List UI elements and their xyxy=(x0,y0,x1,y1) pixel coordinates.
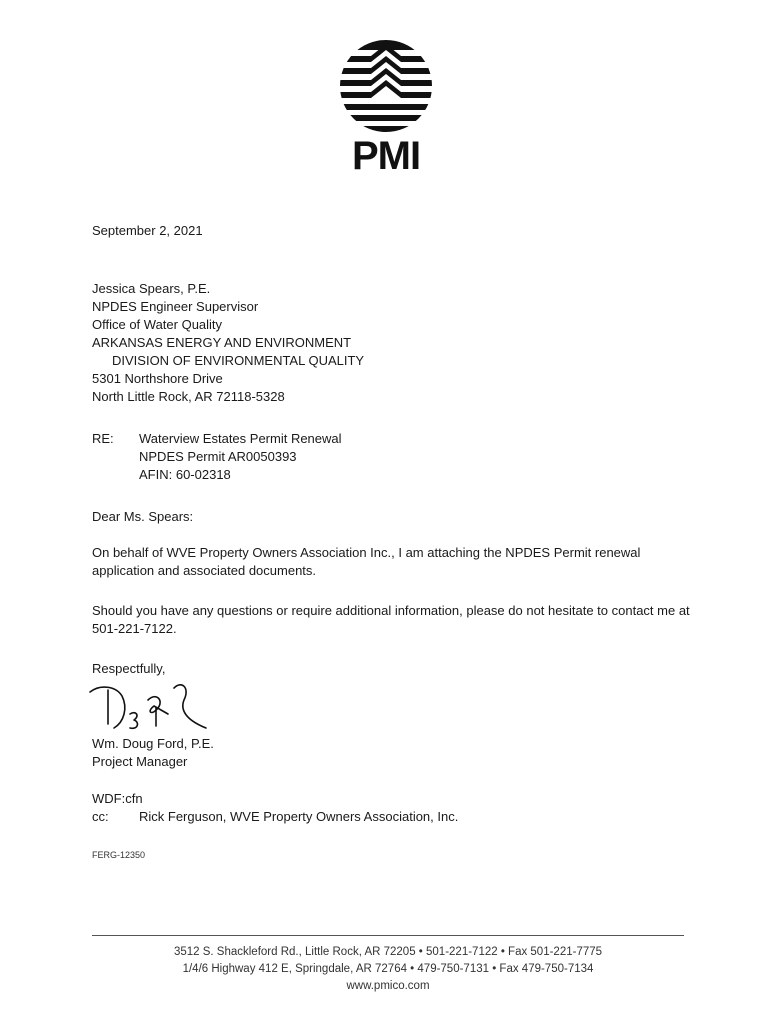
pmi-globe-icon xyxy=(336,36,436,136)
footer-address-2: 1/4/6 Highway 412 E, Springdale, AR 72764 • 479-750-7131 • Fax 479-750-7134 xyxy=(182,963,594,975)
subject-label: RE: xyxy=(92,431,114,446)
recipient-office: Office of Water Quality xyxy=(92,317,223,332)
footer-website: www.pmico.com xyxy=(346,980,430,992)
subject-block xyxy=(92,430,692,484)
signer-title: Project Manager xyxy=(92,754,188,769)
typist-initials: WDF:cfn xyxy=(92,791,143,806)
body-paragraph-1: On behalf of WVE Property Owners Association Inc., I am attaching the NPDES Permit renewal application and associated documents. xyxy=(92,545,641,578)
signer-block xyxy=(92,735,214,771)
subject-line-2: NPDES Permit AR0050393 xyxy=(139,449,297,464)
recipient-agency: ARKANSAS ENERGY AND ENVIRONMENT xyxy=(92,335,352,350)
recipient-name: Jessica Spears, P.E. xyxy=(92,281,211,296)
footer-divider xyxy=(92,935,684,936)
signer-name: Wm. Doug Ford, P.E. xyxy=(92,736,214,751)
body-paragraph-2: Should you have any questions or require additional information, please do not hesitate to contact me at 501-221-7122. xyxy=(92,603,690,636)
logo-wordmark: PMI xyxy=(351,134,421,178)
reference-block xyxy=(92,790,458,826)
closing: Respectfully, xyxy=(92,661,166,676)
cc-recipient: Rick Ferguson, WVE Property Owners Association, Inc. xyxy=(139,809,459,824)
recipient-street: 5301 Northshore Drive xyxy=(92,371,223,386)
recipient-title: NPDES Engineer Supervisor xyxy=(92,299,259,314)
footer-address-1: 3512 S. Shackleford Rd., Little Rock, AR 72205 • 501-221-7122 • Fax 501-221-7775 xyxy=(173,946,603,958)
recipient-address xyxy=(92,280,364,406)
file-reference: FERG-12350 xyxy=(92,850,146,860)
subject-line-1: Waterview Estates Permit Renewal xyxy=(139,431,342,446)
subject-line-3: AFIN: 60-02318 xyxy=(139,467,231,482)
company-logo xyxy=(336,36,436,178)
letter-date: September 2, 2021 xyxy=(92,223,203,238)
handwritten-signature xyxy=(86,678,226,734)
cc-label: cc: xyxy=(92,809,109,824)
footer xyxy=(92,944,684,995)
salutation: Dear Ms. Spears: xyxy=(92,509,194,524)
recipient-city: North Little Rock, AR 72118-5328 xyxy=(92,389,285,404)
recipient-division: DIVISION OF ENVIRONMENTAL QUALITY xyxy=(112,353,365,368)
